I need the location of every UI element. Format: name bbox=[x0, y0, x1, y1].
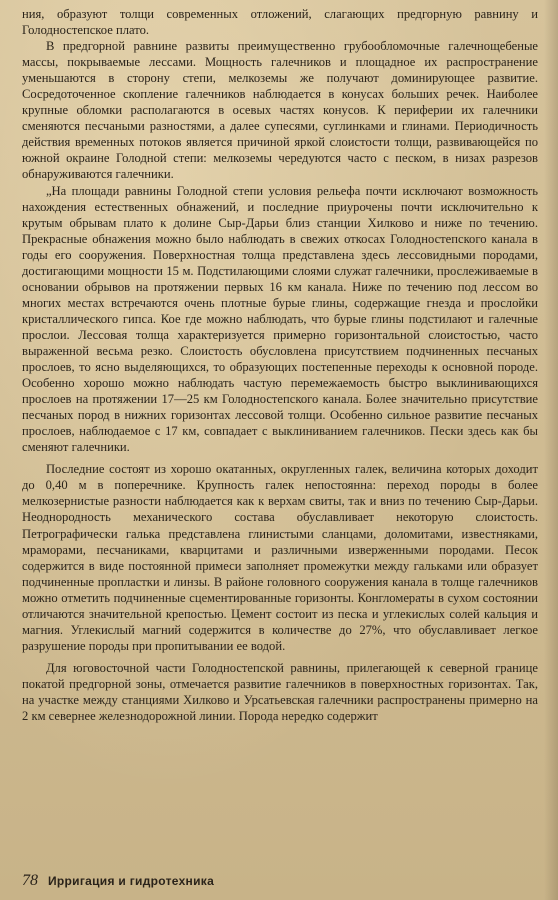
body-text bbox=[22, 6, 538, 724]
paragraph-southeast: Для юговосточной части Голодностепской равнины, прилегающей к северной границе покатой предгорной зоны, отмечается развитие галечников в поверхностных горизонтах. Так, на участке между станциями Хилково и Урсатьевская галечники распространены примерно на 2 км севернее железнодорожной линии. Порода нередко содержит bbox=[22, 660, 538, 724]
page-number: 78 bbox=[22, 872, 38, 889]
journal-title: Ирригация и гидротехника bbox=[48, 874, 215, 888]
paragraph-quote-outcrops: „На площади равнины Голодной степи условия рельефа почти исключают возможность нахождения естественных обнажений, и последние приурочены почти исключительно к крутым обрывам плато к долине Сыр-Дарьи близ станции Хилково и ниже по течению. Прекрасные обнажения можно было наблюдать в свежих откосах Голодностепского канала в годы его сооружения. Поверхностная толща представлена здесь лессовидными породами, достигающими мощности 15 м. Подстилающими слоями служат галечники, прослеживаемые в основании обрывов на протяжении первых 16 км канала. Ниже по течению под лессом во многих местах встречаются очень плотные бурые глины, содержащие гнезда и прослойки кристаллического гипса. Кое где можно наблюдать, что бурые глины подстилают и галечные прослои. Лессовая толща характеризуется примерно горизонтальной слоистостью, часто выраженной весьма резко. Слоистость обусловлена присутствием подчиненных песчаных прослоев, то ясно выделяющихся, то образующих постепенные переходы к основной породе. Особенно хорошо можно наблюдать частую перемежаемость быстро выклинивающихся прослоев на протяжении 17—25 км Голодностепского канала. Более значительно присутствие песчаных пород в нижних горизонтах лессовой толщи. Особенно сильное развитие песчаных прослоев, наблюдаемое с 17 км, совпадает с выклиниванием галечников. Пески здесь как бы сменяют галечники. bbox=[22, 183, 538, 455]
paragraph-continuation: ния, образуют толщи современных отложений, слагающих предгорную равнину и Голодностепское плато. bbox=[22, 7, 538, 38]
paragraph-pebbles: Последние состоят из хорошо окатанных, округленных галек, величина которых доходит до 0,40 м в поперечнике. Крупность галек непостоянна: переход породы в более мелкозернистые разности наблюдается как к верхам свиты, так и вниз по течению Сыр-Дарьи. Неоднородность механического состава обуславливает некоторую слоистость. Петрографически галька представлена глинистыми сланцами, доломитами, известняками, мраморами, песчаниками, кварцитами и различными изверженными породами. Песок содержится в виде постоянной примеси заполняет промежутки между гальками или образует подчиненные пропластки и линзы. В районе головного сооружения канала в толще галечников можно отметить подчиненные сцементированные горизонты. Конгломераты в сухом состоянии отличаются значительной крепостью. Цемент состоит из песка и углекислых солей кальция и магния. Углекислый магний содержится в количестве до 27%, что обуславливает легкое разрушение породы при пропитывании ее водой. bbox=[22, 462, 538, 653]
page-edge-shadow bbox=[544, 0, 558, 900]
page-footer bbox=[22, 872, 538, 890]
paragraph-piedmont-plain: В предгорной равнине развиты преимущественно грубообломочные галечнощебеные массы, покрываемые лессами. Мощность галечников и площадное их распространение уменьшаются в сторону степи, мелкоземы же получают доминирующее развитие. Сосредоточенное скопление галечников наблюдается в конусах больших речек. Наиболее крупные обломки располагаются в осевых частях конусов. К периферии их галечники сменяются песчаными разностями, а далее супесями, суглинками и глинами. Периодичность действия временных потоков является причиной яркой слоистости толщи, развивающейся по южной окраине Голодной степи: мелкоземы чередуются часто с песком, в низах разрезов обнаруживаются галечники. bbox=[22, 39, 538, 182]
